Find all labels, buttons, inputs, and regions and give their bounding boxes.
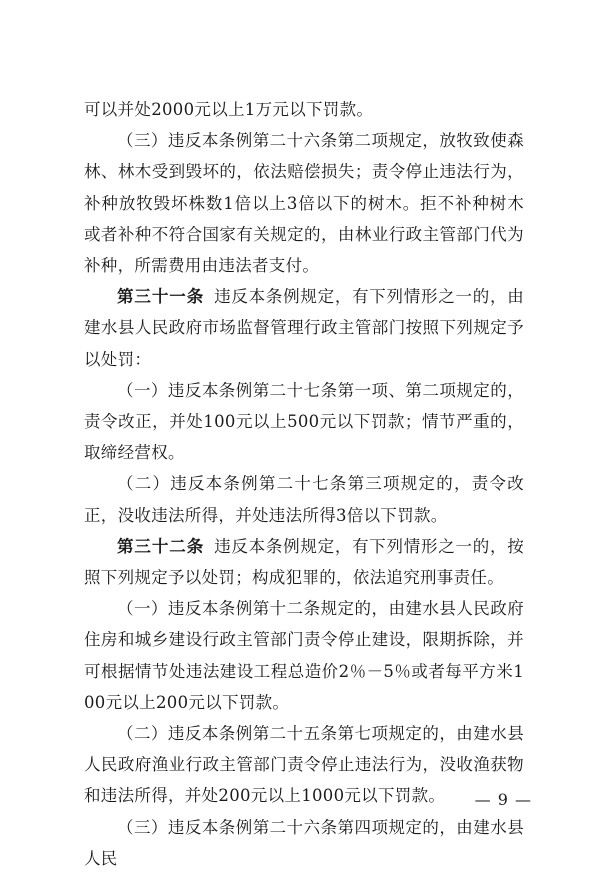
paragraph-9 <box>84 812 524 874</box>
paragraph-text: 违反本条例规定，有下列情形之一的，按照下列规定予以处罚；构成犯罪的，依法追究刑事责任。 <box>84 536 525 588</box>
page-number: — 9 — <box>474 790 532 809</box>
paragraph-text: （二）违反本条例第二十七条第三项规定的，责令改正，没收违法所得，并处违法所得3倍以下罚款。 <box>84 474 524 525</box>
paragraph-4 <box>84 375 524 469</box>
paragraph-text: 违反本条例规定，有下列情形之一的，由建水县人民政府市场监督管理行政主管部门按照下列规定予以处罚： <box>84 287 525 369</box>
article-31 <box>84 281 524 375</box>
article-heading: 第三十二条 <box>117 536 205 556</box>
paragraph-text: （三）违反本条例第二十六条第二项规定，放牧致使森林、林木受到毁坏的，依法赔偿损失；责令停止违法行为，补种放牧毁坏株数1倍以上3倍以下的树木。拒不补种树木或者补种不符合国家有关规定的，由林业行政主管部门代为补种，所需费用由违法者支付。 <box>84 131 524 276</box>
paragraph-8 <box>84 718 524 812</box>
paragraph-2 <box>84 125 524 281</box>
paragraph-1 <box>84 94 524 125</box>
paragraph-5 <box>84 468 524 530</box>
paragraph-text: （一）违反本条例第十二条规定的，由建水县人民政府住房和城乡建设行政主管部门责令停止建设，限期拆除，并可根据情节处违法建设工程总造价2％－5％或者每平方米100元以上200元以下罚款。 <box>84 599 524 712</box>
paragraph-text: （二）违反本条例第二十五条第七项规定的，由建水县人民政府渔业行政主管部门责令停止违法行为，没收渔获物和违法所得，并处200元以上1000元以下罚款。 <box>84 724 524 806</box>
paragraph-text: （三）违反本条例第二十六条第四项规定的，由建水县人民 <box>84 817 524 868</box>
article-heading: 第三十一条 <box>117 287 205 307</box>
paragraph-text: （一）违反本条例第二十七条第一项、第二项规定的，责令改正，并处100元以上500元以下罚款；情节严重的，取缔经营权。 <box>84 380 524 463</box>
paragraph-text: 可以并处2000元以上1万元以下罚款。 <box>84 100 374 119</box>
paragraph-7 <box>84 593 524 718</box>
document-body <box>84 94 524 874</box>
article-32 <box>84 531 524 593</box>
